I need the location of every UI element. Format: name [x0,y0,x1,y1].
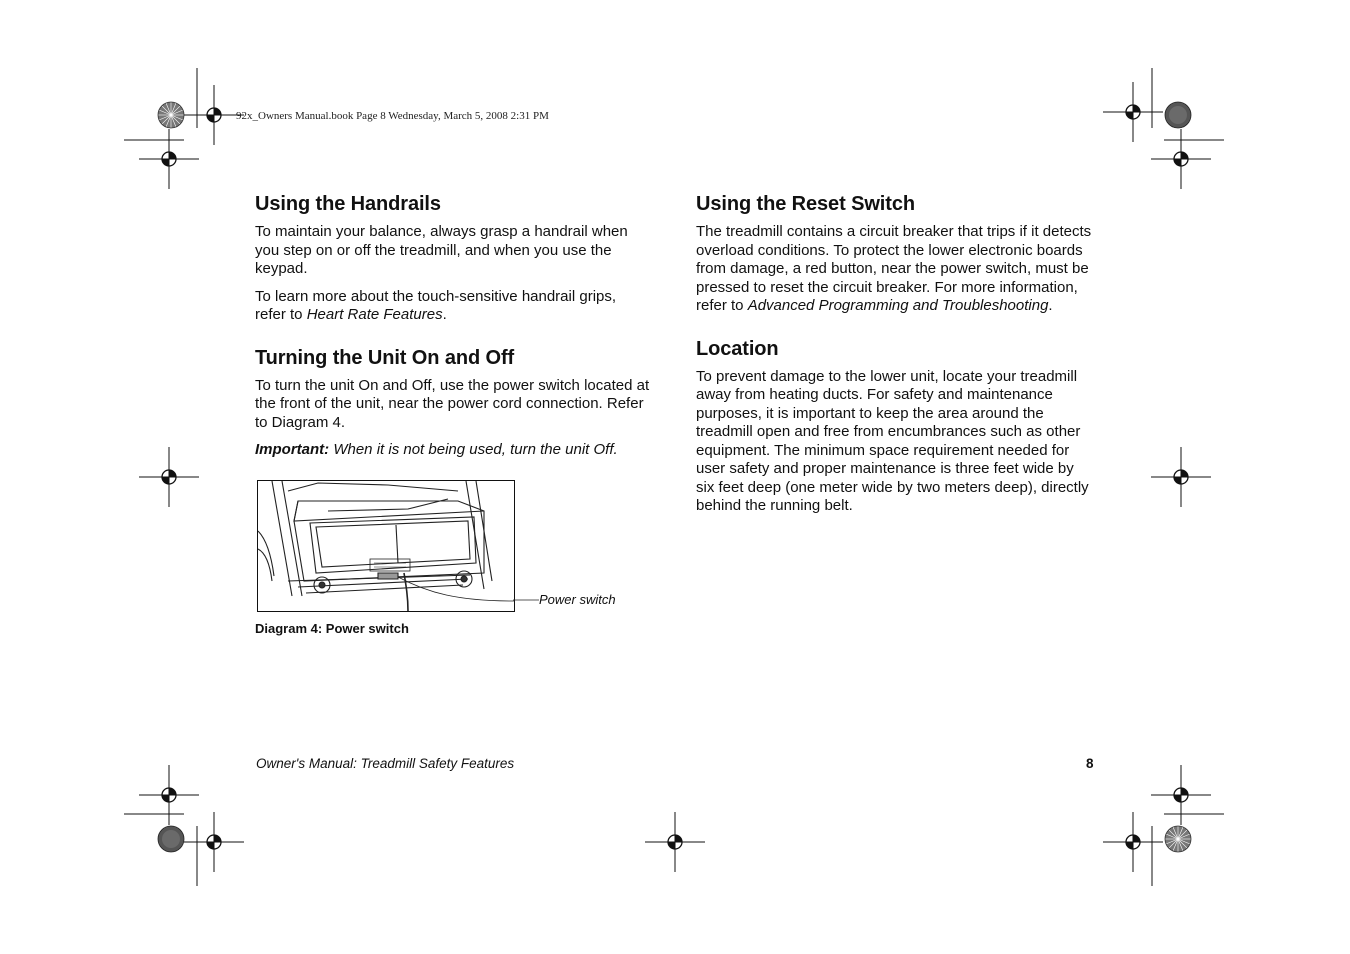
paragraph [255,288,650,325]
text: . [442,306,447,323]
cross-reference: Advanced Programming and Troubleshooting [747,297,1049,314]
footer-title: Owner's Manual: Treadmill Safety Features [256,756,515,771]
section-heading: Using the Reset Switch [696,193,915,215]
print-header: 92x_Owners Manual.book Page 8 Wednesday, March 5, 2008 2:31 PM [236,110,549,122]
paragraph: To maintain your balance, always grasp a handrail when you step on or off the treadmill, and when you use the keypad. [255,223,628,277]
callout-leader [513,599,539,603]
section-reset-switch [696,193,1096,316]
section-handrails [255,193,650,325]
section-turning-on-off [255,347,650,636]
important-label: Important: [255,441,330,458]
text: . [1048,297,1053,314]
diagram-caption: Diagram 4: Power switch [255,620,409,636]
text: The treadmill contains a circuit breaker that trips if it detects overload conditions. To protect the lower electronic boards from damage, a red button, near the power switch, must be pressed to reset the circuit breaker. For more information, refer to [696,223,1092,314]
section-heading: Using the Handrails [255,193,441,215]
section-location [696,338,1096,516]
text: To learn more about the touch-sensitive handrail grips, refer to [255,287,617,323]
diagram-4 [255,480,650,612]
paragraph: To turn the unit On and Off, use the power switch located at the front of the unit, near the power cord connection. Refer to Diagram 4. [255,376,650,431]
right-column [696,193,1096,538]
power-switch-callout: Power switch [539,591,616,607]
treadmill-power-switch-illustration [257,480,515,612]
left-column [255,193,650,658]
important-text: When it is not being used, turn the unit Off. [329,441,618,458]
paragraph: To prevent damage to the lower unit, locate your treadmill away from heating ducts. For safety and maintenance purposes, it is important to keep the area around the treadmill open and free from encumbrances such as other equipment. The minimum space requirement needed for user safety and proper maintenance is three feet wide by six feet deep (one meter wide by two meters deep), directly behind the running belt. [696,367,1089,514]
cross-reference: Heart Rate Features [306,306,443,323]
paragraph [696,223,1096,316]
section-heading: Location [696,337,779,360]
section-heading: Turning the Unit On and Off [255,346,515,369]
page-number: 8 [1086,756,1094,771]
treadmill-base-drawing [258,481,514,611]
important-note [255,441,650,460]
